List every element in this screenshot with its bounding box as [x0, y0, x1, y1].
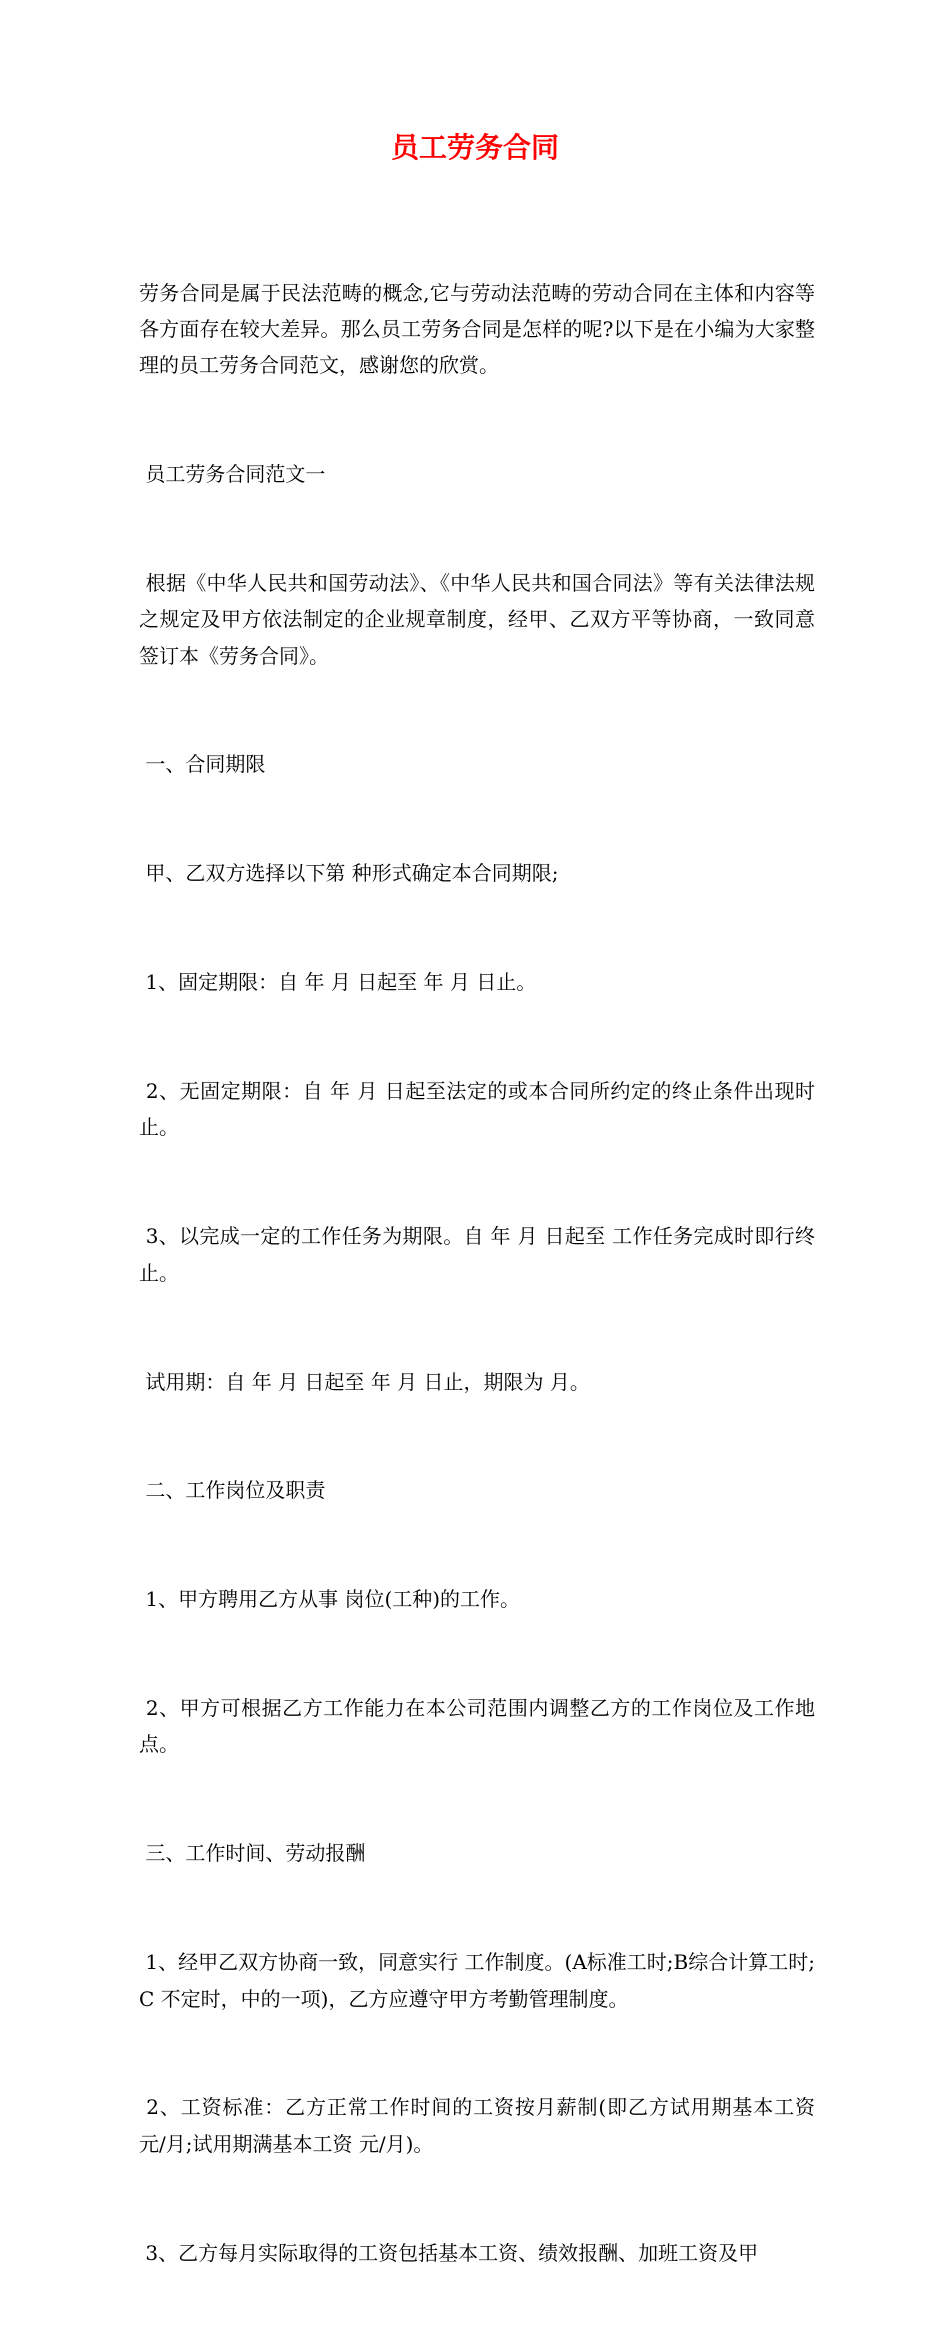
clause-fixed-term: 1、固定期限：自 年 月 日起至 年 月 日止。 — [139, 970, 537, 995]
heading-position-duties: 二、工作岗位及职责 — [139, 1478, 326, 1503]
clause-task-term: 3、以完成一定的工作任务为期限。自 年 月 日起至 工作任务完成时即行终止。 — [139, 1224, 816, 1285]
heading-hours-pay: 三、工作时间、劳动报酬 — [139, 1841, 366, 1866]
clause-open-term: 2、无固定期限：自 年 月 日起至法定的或本合同所约定的终止条件出现时止。 — [139, 1079, 816, 1140]
heading-contract-term: 一、合同期限 — [139, 752, 266, 777]
clause-position-adjustment: 2、甲方可根据乙方工作能力在本公司范围内调整乙方的工作岗位及工作地点。 — [139, 1696, 815, 1757]
clause-actual-wage: 3、乙方每月实际取得的工资包括基本工资、绩效报酬、加班工资及甲 — [139, 2240, 759, 2265]
clause-work-system: 1、经甲乙双方协商一致，同意实行 工作制度。(A标准工时;B综合计算工时;C 不定时，中的一项)，乙方应遵守甲方考勤管理制度。 — [139, 1950, 815, 2011]
clause-position: 1、甲方聘用乙方从事 岗位(工种)的工作。 — [139, 1587, 521, 1612]
document-body — [139, 202, 822, 2344]
preamble-paragraph: 根据《中华人民共和国劳动法》、《中华人民共和国合同法》等有关法律法规之规定及甲方依法制定的企业规章制度，经甲、乙双方平等协商，一致同意签订本《劳务合同》。 — [139, 570, 816, 668]
intro-paragraph: 劳务合同是属于民法范畴的概念,它与劳动法范畴的劳动合同在主体和内容等各方面存在较大差异。那么员工劳务合同是怎样的呢?以下是在小编为大家整理的员工劳务合同范文，感谢您的欣赏。 — [139, 280, 815, 378]
section-heading-sample-one: 员工劳务合同范文一 — [139, 462, 326, 487]
document-title: 员工劳务合同 — [390, 131, 559, 164]
clause-probation: 试用期：自 年 月 日起至 年 月 日止，期限为 月。 — [139, 1369, 590, 1394]
clause-wage-standard: 2、工资标准：乙方正常工作时间的工资按月薪制(即乙方试用期基本工资 元/月;试用期满基本工资 元/月)。 — [139, 2095, 822, 2156]
term-choice-paragraph: 甲、乙双方选择以下第 种形式确定本合同期限; — [139, 861, 559, 886]
